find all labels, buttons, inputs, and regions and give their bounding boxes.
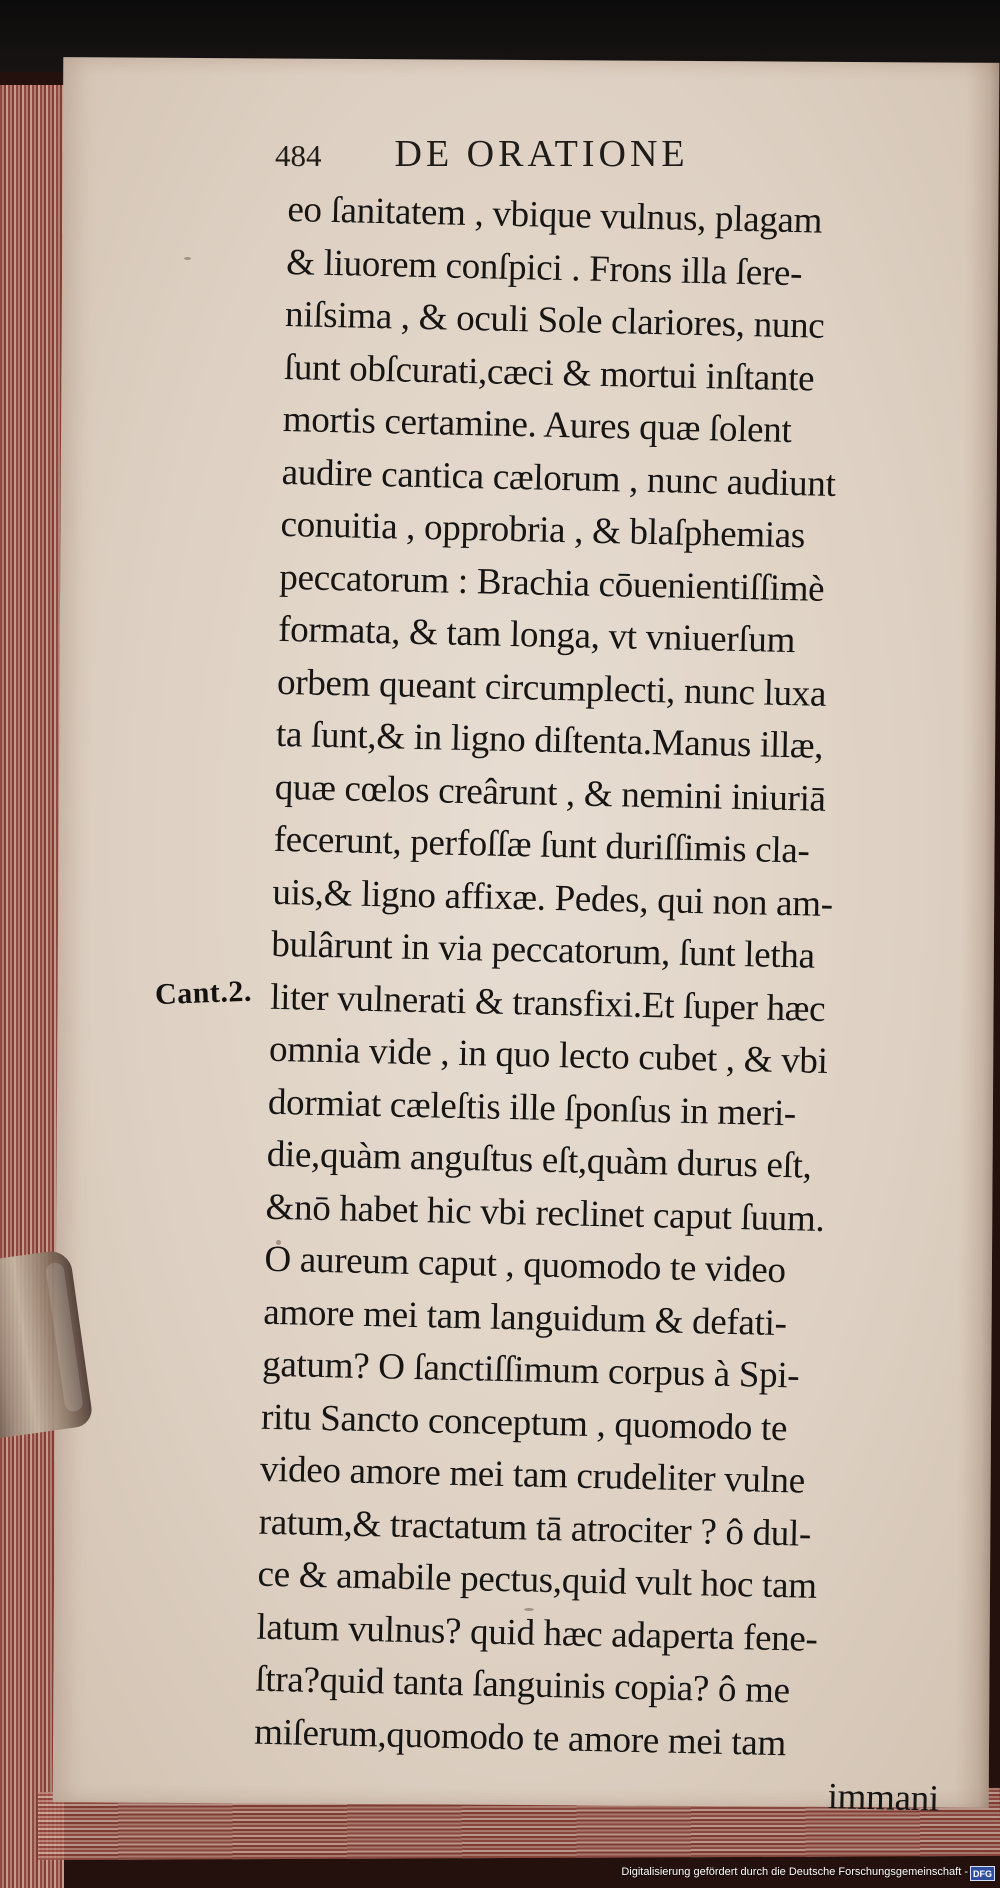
text-line: ce & amabile pectus,quid vult hoc tam — [257, 1553, 818, 1607]
catchword: immani — [827, 1776, 940, 1820]
text-line: omnia vide , in quo lecto cubet , & vbi — [268, 1028, 829, 1082]
text-line: ritu Sancto conceptum , quomodo te — [260, 1396, 788, 1449]
running-title: DE ORATIONE — [394, 133, 689, 175]
text-line: &nō habet hic vbi reclinet caput ſuum. — [265, 1186, 825, 1240]
text-line: ſunt obſcurati,cæci & mortui inſtante — [283, 346, 815, 400]
paper-speck — [276, 1240, 281, 1245]
text-line: peccatorum : Brachia cōuenientiſſimè — [278, 556, 825, 610]
text-line: audire cantica cælorum , nunc audiunt — [281, 451, 837, 505]
text-line: gatum? O ſanctiſſimum corpus à Spi- — [261, 1343, 800, 1397]
text-line: amore mei tam languidum & defati- — [262, 1291, 788, 1344]
text-line: ta ſunt,& in ligno diſtenta.Manus illæ, — [275, 713, 824, 767]
text-line: mortis certamine. Aures quæ ſolent — [282, 398, 792, 452]
text-line: fecerunt, perfoſſæ ſunt duriſſimis cla- — [273, 818, 810, 872]
text-line: ſtra?quid tanta ſanguinis copia? ô me — [254, 1658, 791, 1712]
text-line: formata, & tam longa, vt vniuerſum — [277, 608, 796, 662]
text-line: niſsima , & oculi Sole clariores, nunc — [284, 293, 825, 347]
margin-note: Cant.2. — [154, 974, 253, 1012]
text-line: latum vulnus? quid hæc adaperta fene- — [256, 1606, 819, 1660]
text-line: liter vulnerati & transfixi.Et ſuper hæc — [269, 976, 826, 1030]
text-line: die,quàm anguſtus eſt,quàm durus eſt, — [266, 1133, 812, 1187]
text-line: ratum,& tractatum tā atrociter ? ô dul- — [258, 1501, 812, 1555]
text-line: conuitia , opprobria , & blaſphemias — [280, 503, 806, 557]
paper-speck — [524, 1608, 534, 1611]
text-line: orbem queant circumplecti, nunc luxa — [276, 661, 827, 715]
main-text-block — [252, 184, 977, 1826]
text-line: eo ſanitatem , vbique vulnus, plagam — [286, 188, 823, 242]
text-line: uis,& ligno affixæ. Pedes, qui non am- — [272, 871, 834, 925]
text-line: miſerum,quomodo te amore mei tam — [253, 1711, 787, 1764]
text-line: O aureum caput , quomodo te video — [264, 1238, 787, 1292]
dfg-logo: DFG — [970, 1866, 995, 1881]
paper-speck — [184, 257, 191, 260]
page-header — [275, 128, 855, 180]
text-line: & liuorem conſpici . Frons illa ſere- — [285, 241, 803, 294]
text-line: quæ cœlos creârunt , & nemini iniuriā — [274, 766, 827, 820]
page-number: 484 — [275, 138, 322, 173]
text-line: bulârunt in via peccatorum, ſunt letha — [270, 923, 816, 977]
text-line: video amore mei tam crudeliter vulne — [259, 1448, 806, 1502]
text-line: dormiat cæleſtis ille ſponſus in meri- — [267, 1081, 797, 1134]
digitization-credit: Digitalisierung gefördert durch die Deutsche Forschungsgemeinschaft - — [621, 1866, 968, 1878]
